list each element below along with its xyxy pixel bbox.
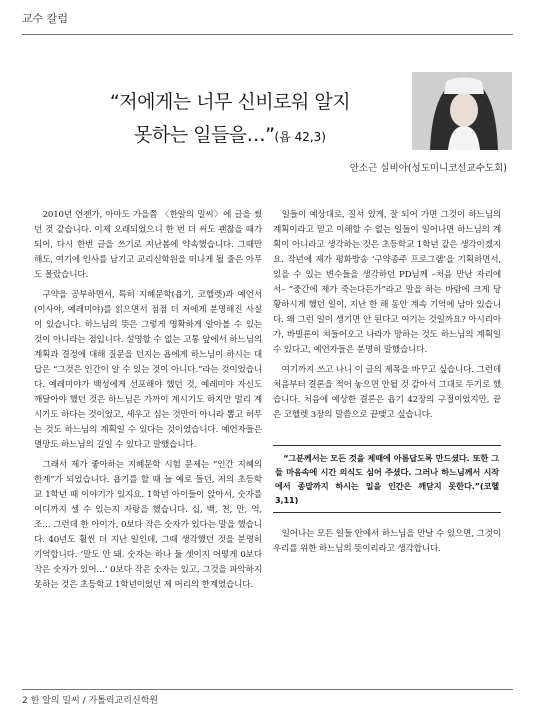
scripture-quote: “그분께서는 모든 것을 제때에 아름답도록 만드셨다. 또한 그들 마음속에 시간 의식도 심어 주셨다. 그러나 하느님께서 시작에서 종말까지 하시는 일을 인간은 깨닫지 못한다.”(코헬 3,11) xyxy=(275,453,499,505)
author-photo xyxy=(412,72,512,150)
page-footer: 2 한 알의 밀씨 / 가톨릭교리신학원 xyxy=(22,696,159,706)
title-reference: (욥 42,3) xyxy=(274,130,326,144)
body-paragraph: 그래서 제가 좋아하는 지혜문학 시험 문제는 “인간 지혜의 한계”가 되었습니다. 욥기를 할 때 늘 예로 들던, 저의 초등학교 1학년 때 이야기가 있지요. 1학년 아이들이 앉아서, 숫자를 어디까지 셀 수 있는지 자랑을 했습니다. 십, 백, 천, 만, 억, 조… 그런데 한 아이가, 0보다 작은 숫자가 있다는 말을 했습니다. 40년도 훨씬 더 지난 일인데, 그때 생각했던 것을 분명히 기억합니다. ‘말도 안 돼. 숫자는 하나 둘 셋이지 어떻게 0보다 작은 숫자가 있어…’ 0보다 작은 숫자는 있고, 그것을 파악하지 못하는 것은 초등학교 1학년이었던 제 머리의 한계였습니다. xyxy=(34,460,262,590)
body-paragraph: 여기까지 쓰고 나니 이 글의 제목을 바꾸고 싶습니다. 그런데 처음부터 결론을 적어 놓으면 안될 것 같아서 그대로 두기로 했습니다. 처음에 예상한 결론은 욥기 42장의 구절이었지만, 끝은 코헬렛 3장의 말씀으로 끝맺고 싶습니다. xyxy=(273,365,501,420)
author-byline: 안소근 실비아(성도미니코선교수도회) xyxy=(349,163,507,174)
scripture-quote-box xyxy=(273,445,501,513)
article-title xyxy=(60,86,400,154)
column-label: 교수 칼럼 xyxy=(22,12,69,25)
left-column xyxy=(34,208,262,598)
title-line-2 xyxy=(60,119,400,154)
bottom-divider xyxy=(22,689,513,690)
right-column xyxy=(273,208,501,562)
title-line-2-text: 못하는 일들을…” xyxy=(133,124,275,146)
title-line-1: “저에게는 너무 신비로워 알지 xyxy=(109,91,351,113)
closing-paragraph: 일어나는 모든 일들 안에서 하느님을 만날 수 있으면, 그것이 우리를 위한 하느님의 뜻이리라고 생각합니다. xyxy=(273,529,501,554)
nun-portrait-image xyxy=(412,72,512,150)
body-paragraph: 일들이 예상대로, 질서 있게, 잘 되어 가면 그것이 하느님의 계획이라고 믿고 이해할 수 없는 일들이 일어나면 하느님의 계획이 아니라고 생각하는 것은 초등학교 1학년 같은 생각이겠지요. 작년에 제가 평화방송 ‘구약종주 프로그램’을 기획하면서, 있을 수 있는 변수들을 생각하던 PD님께 –처음 만난 자리에서– “중간에 제가 죽는다든가”라고 말을 하는 바람에 크게 당황하시게 했던 일이, 지난 한 해 동안 계속 기억에 남아 있습니다. 왜 그런 일이 생기면 안 된다고 여기는 것일까요? 아시리아가, 바빌론이 쳐들어오고 나라가 망하는 것도 하느님의 계획일 수 있다고, 예언자들은 분명히 말했습니다. xyxy=(273,210,501,355)
body-paragraph: 구약을 공부하면서, 특히 지혜문학(욥기, 코헬렛)과 예언서(이사야, 예레미야)를 읽으면서 점점 더 저에게 분명해진 사실이 있습니다. 하느님의 뜻은 그렇게 명확하게 알아볼 수 있는 것이 아니라는 점입니다. 설명할 수 없는 고통 앞에서 하느님의 계획과 결정에 대해 질문을 던지는 욥에게 하느님이 하시는 대답은 “그것은 인간이 알 수 있는 것이 아니다.”라는 것이었습니다. 예레미야가 백성에게 선포해야 했던 것, 예레미야 자신도 깨달아야 했던 것은 하느님은 가까이 계시기도 하지만 멀리 계시기도 하다는 것이었고, 세우고 심는 것만이 아니라 뽑고 허무는 것도 하느님의 계획일 수 있다는 것이었습니다. 예언자들은 멸망도 하느님의 길일 수 있다고 말했습니다. xyxy=(34,290,262,450)
top-divider xyxy=(22,34,513,35)
body-paragraph: 2010년 언젠가, 아마도 가을쯤 〈한알의 밀씨〉에 글을 썼던 것 같습니다. 이제 오래되었으니 한 번 더 써도 괜찮을 때가 되어, 다시 한번 글을 쓰기로 지난봄에 약속했습니다. 그때만 해도, 여기에 인사를 남기고 교리신학원을 떠나게 될 줄은 아무도 몰랐습니다. xyxy=(34,210,262,280)
